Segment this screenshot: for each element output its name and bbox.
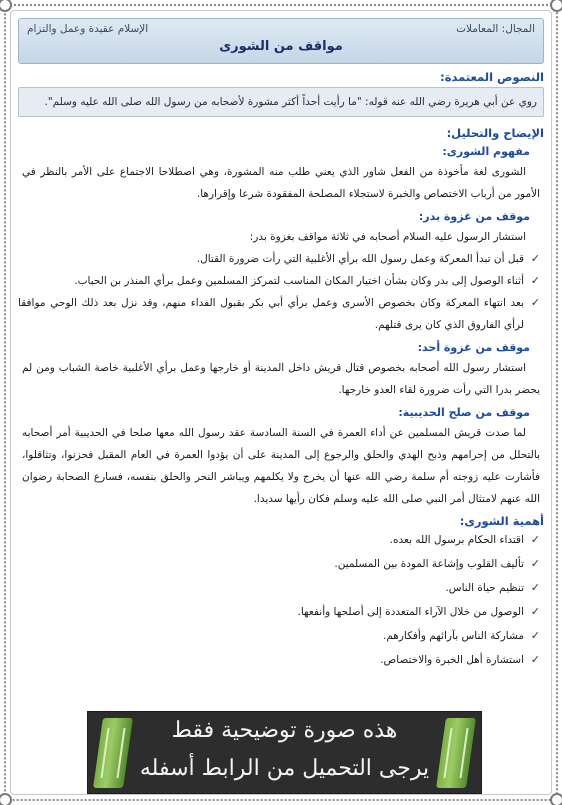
list-item: ✓ الوصول من خلال الآراء المتعددة إلى أصلحها وأنفعها.: [18, 600, 540, 624]
lesson-header: [18, 18, 544, 64]
list-item: ✓ اقتداء الحكام برسول الله بعده.: [18, 528, 540, 552]
watermark-line-1: هذه صورة توضيحية فقط: [171, 718, 398, 743]
watermark-line-2: يرجى التحميل من الرابط أسفله: [139, 756, 430, 781]
list-item: ✓ بعد انتهاء المعركة وكان بخصوص الأسرى وعمل برأي أبي بكر بقبول الفداء منهم، وقد نزل بعد ذلك الوحي موافقا لرأي الفاروق الذي كان يرى قتلهم.: [18, 292, 540, 336]
badr-intro: استشار الرسول عليه السلام أصحابه في ثلاثة مواقف بغزوة بدر:: [249, 231, 526, 243]
document-page: [18, 18, 544, 788]
concept-paragraph: الشورى لغة مأخوذة من الفعل شاور الذي يعني طلب منه المشورة، وهي اصطلاحا الاجتماع على الأمر بالنظر في الأمور من أرباب الاختصاص والخبرة لاستجلاء المصلحة المفقودة شرعا وإقرارها.: [22, 166, 540, 200]
frame-ornament: [550, 0, 562, 12]
book-icon: [93, 718, 133, 788]
uhud-title: موقف من غزوة أحد:: [417, 341, 530, 354]
analysis-section-title: الإيضاح والتحليل:: [446, 126, 544, 140]
importance-section-title: أهمية الشورى:: [459, 514, 544, 528]
hudaybiya-paragraph: لما صدت قريش المسلمين عن أداء العمرة في السنة السادسة عقد رسول الله معها صلحا في الحديبية أمر أصحابه بالتحلل من إحرامهم وذبح الهدي والحلق والرجوع إلى المدينة على أن يؤدوا العمرة في العام المقبل فحزنوا، وتثاقلوا، فأشارت عليه زوجته أم سلمة رضي الله عنها أن يخرج ولا يكلمهم ويباشر النحر والحلق بنفسه، فسارع الصحابة رضوان الله عنهم لامتثال أمر النبي صلى الله عليه وسلم فكان رأيها سديدا.: [22, 427, 540, 505]
header-domain: المجال: المعاملات: [456, 23, 535, 35]
frame-ornament: [0, 793, 12, 805]
frame-ornament: [550, 793, 562, 805]
list-item: ✓ تأليف القلوب وإشاعة المودة بين المسلمين.: [18, 552, 540, 576]
badr-title: موقف من غزوة بدر:: [418, 210, 530, 223]
hudaybiya-title: موقف من صلح الحديبية:: [398, 406, 530, 419]
concept-title: مفهوم الشورى:: [442, 145, 530, 158]
hadith-quote: روي عن أبي هريرة رضي الله عنه قوله: "ما رأيت أحداً أكثر مشورة لأصحابه من رسول الله صلى الله عليه وسلم".: [18, 87, 544, 117]
list-item: ✓ مشاركة الناس بآرائهم وأفكارهم.: [18, 624, 540, 648]
list-item: ✓ تنظيم حياة الناس.: [18, 576, 540, 600]
list-item: ✓ استشارة أهل الخبرة والاختصاص.: [18, 648, 540, 672]
watermark-banner[interactable]: [87, 711, 482, 794]
uhud-paragraph: استشار رسول الله أصحابه بخصوص قتال قريش داخل المدينة أو خارجها وعمل برأي الأغلبية خاصة الشباب ومن لم يحضر بدرا التي رأت ضرورة لقاء العدو خارجها.: [22, 362, 540, 396]
frame-ornament: [0, 0, 12, 12]
header-unit: الإسلام عقيدة وعمل والتزام: [27, 23, 149, 35]
badr-list: [18, 248, 544, 336]
importance-list: [18, 528, 544, 672]
list-item: ✓ أثناء الوصول إلى بدر وكان بشأن اختيار المكان المناسب لتمركز المسلمين وعمل برأي المنذر بن الحباب.: [18, 270, 540, 292]
list-item: ✓ قبل أن تبدأ المعركة وعمل رسول الله برأي الأغلبية التي رأت ضرورة القتال.: [18, 248, 540, 270]
lesson-title: مواقف من الشورى: [219, 39, 343, 54]
book-icon: [436, 718, 476, 788]
texts-section-title: النصوص المعتمدة:: [440, 70, 544, 84]
